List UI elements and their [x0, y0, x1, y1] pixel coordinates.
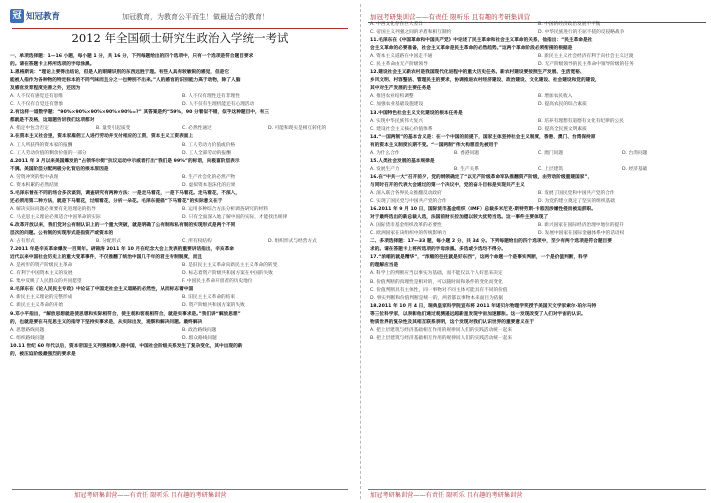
answer-option: B. 新民主主义社会经济有利于向社会主义过渡: [538, 54, 634, 60]
answer-option: A. 国际货币基金组织改革的必要性: [370, 223, 442, 229]
answer-option: C. 建设社会主义核心价值体系: [370, 126, 433, 132]
question-text-line: 4.2011 年 3 月以来美国爆发的“占领华尔街”抗议运动中示威者打出“我们是 99%”的标语，向极富阶层表示: [10, 158, 240, 164]
footer-right-tagline: 加冠考研集训营——有责任 限听乐 且有趣的考研集训营: [370, 492, 523, 499]
answer-options-row: [370, 118, 706, 126]
question-text-line: 13.中国特色社会主义文化建设的根本任务是: [370, 110, 463, 116]
question-text-line: 有的资本主义制度长期不变。“一国两制”伟大构想首先被用于: [370, 142, 499, 148]
answer-options-row: [370, 21, 706, 29]
question-text-line: 1.恩格斯说：“理论上要得出结论，但是人的眼睛识别的东西远胜于理。有些人具有较敏锐的感觉，但是它: [10, 70, 230, 76]
answer-option: D. 提高农民的综合素质: [538, 102, 587, 108]
question-text-line: 与同时召开的代表大会通过的第一个决议中，党的奋斗目标是实现共产主义: [370, 182, 525, 188]
answer-options-row: [10, 335, 354, 343]
question-text-line: 17.“浓缩的就是精华”，“浓缩的往往就是好东西”，这两个命题一个是事实判断，一个是价值判断，科学: [370, 255, 588, 261]
answer-option: D. 无产阶级领导的民主革命中领导阶级的任务: [538, 62, 634, 68]
answer-option: D. 为党的建立奠定了坚实的组织基础: [538, 199, 615, 205]
answer-option: B. 旧民主主义革命的结束: [182, 295, 236, 301]
answer-option: A. 劳资冲突的集中表现: [10, 174, 59, 180]
section-heading-line: 的。请在答题卡上将所选项的字母涂黑。: [10, 62, 95, 68]
question-text-line: 不满。美国阶层分配两极分化背后的根本原因是: [10, 166, 109, 172]
answer-options-row: [10, 101, 354, 109]
question-text-line: 对于最终选出的新总裁人选，法国前财长拉加德以较大优势当选。这一事件主要体现了: [370, 215, 549, 221]
option-text-line: D. 事实判断和价值判断是统一的，两者都以事物本来面目为依据: [370, 295, 504, 301]
answer-options-row: [370, 190, 706, 198]
answer-option: D. 台湾问题: [622, 150, 648, 156]
answer-option: C. 有利于中国资本主义的发展: [10, 271, 73, 277]
answer-option: B. 培养有理想有道德有文化有纪律的公民: [538, 118, 624, 124]
section-heading-line: 二、多项选择题：17—33 题，每小题 2 分，共 34 分。下列每题给出的四个选项中，至少有两个选项是符合题目要: [370, 239, 612, 245]
answer-option: C. 加强农业基础设施建设: [370, 102, 424, 108]
question-text-line: 2.有这样一道数学题：“90%×90%×90%×90%×90%=?” 其答案是约“59%，90 分看似不错，似乎这种题目中，有三: [10, 110, 270, 116]
right-question-list: [370, 21, 706, 343]
answer-option: D. 群众路线问题: [182, 335, 217, 341]
answer-options-row: [10, 142, 354, 150]
question-text-line: 16.2011 年 9 月 10 日，国际货币基金组织（IMF）总裁多米尼克·斯特劳斯·卡恩因涉嫌性侵而被迫辞职。: [370, 207, 596, 213]
answer-option: B. 香港问题: [454, 150, 479, 156]
question-text-line: 能被人指作为各种物的特定标本的不同气味而且分之一也辨别不出来。”人的感官的识别能力高于动物，除了人脑: [10, 78, 241, 84]
question-text-line: 会主义革命的必要准备，社会主义革命是民主革命的必然趋势。”这两个革命阶段必须衔接的根据是: [370, 46, 573, 52]
answer-options-row: [370, 198, 706, 206]
question-text-line: 18.2011 年 10 月 4 日，瑞典皇家科学院宣布将 2011 年诺贝尔物理学奖授予美国天文学家索尔·珀尔马特: [370, 303, 597, 309]
column-divider: [360, 4, 361, 499]
right-header-tagline: 加冠考研集训营——有责任 限听乐 且有趣的考研集训营: [370, 13, 531, 21]
answer-option: C. 所有权结构: [182, 239, 212, 245]
answer-option: E. 集中反映了人民群众的共同愿望: [10, 279, 82, 285]
answer-option: C. 工人劳动价值的剩余价值的一部分: [10, 150, 87, 156]
question-text-line: 其中对生产发展的主要任务是: [370, 86, 431, 92]
left-question-list: [10, 53, 354, 359]
question-text-line: 6.改革开放以来，我们党对公有制认识上的一个重大突破，就是明确了公有制和私有制的实现形式是两个不同: [10, 222, 236, 228]
question-text-line: 物质世界的复杂性及其相互联系表明，这个发现对我们认识世界的重要意义在于: [370, 319, 535, 325]
answer-options-row: [370, 166, 706, 174]
question-text-line: 9.邓小平指出，“解放思想就是使思想和实际相符合，使主观和客观相符合，就是实事求是。”我们讲“解放思想”: [10, 311, 241, 317]
answer-option: B. 生产社会化的必然产物: [182, 174, 236, 180]
answer-option: C. 实现了国民党与中国共产党的合作: [370, 199, 447, 205]
answer-options-row: [370, 53, 706, 61]
answer-options-row: [10, 214, 354, 222]
section-heading-line: 求的。请在答题卡上将所选项的字母涂黑。多选或少选均不得分。: [370, 247, 506, 253]
answer-option: A. 新民主主义理论的完整形成: [10, 295, 73, 301]
answer-option: B. 是旧民主主义革命向新民主主义革命的转变: [182, 263, 278, 269]
answer-options-row: [10, 182, 354, 190]
answer-option: C. 上层建筑: [538, 166, 564, 172]
answer-options-row: [370, 93, 706, 101]
answer-option: B. 生产关系: [454, 166, 479, 172]
question-text-line: 近代以来中国社会历史上的重大变革事件，不仅推翻了统治中国几千年的君主专制制度，而且: [10, 255, 203, 261]
answer-options-row: [10, 125, 354, 133]
answer-option: C. 澳门问题: [538, 150, 564, 156]
answer-option: D. 工人全部劳动的报酬: [182, 150, 231, 156]
question-text-line: 的，也就是要在马克思主义的指导下坚持实事求是，从实际出发，观察和解决问题。最终解决: [10, 319, 203, 325]
answer-option: D. 中华民族进行的不屈不挠的反侵略战争: [538, 30, 625, 36]
answer-options-row: [10, 262, 354, 270]
question-text-line: 12.建设社会主义新农村是我国现代化进程中的重大历史任务。新农村建设要按照生产发展、生活宽裕、: [370, 70, 585, 76]
answer-option: C. 组织路线问题: [10, 335, 45, 341]
answer-option: B. 政治路线问题: [182, 327, 217, 333]
logo-mark-icon: 冠: [10, 9, 24, 23]
answer-option: A. 工人所获得的资本家的报酬: [10, 142, 73, 148]
answer-options-row: [10, 294, 354, 302]
answer-options-row: [10, 206, 354, 214]
option-text-line: A. 科学上的判断应当以事实为基础，而不能仅以个人好恶来决定: [370, 271, 503, 277]
answer-option: A. 中西文化存在巨大差异: [370, 22, 423, 27]
answer-option: B. 发展了国民党和中国共产党的合作: [538, 190, 615, 196]
answer-option: D. 标志着资产阶级共和国方案在中国的失败: [182, 271, 273, 277]
answer-option: C. 民主革命由无产阶级领导: [370, 62, 428, 68]
answer-options-row: [370, 126, 706, 134]
question-text-line: 5.毛泽东曾在不同的场合多次谈到，调查研究有两种方法：一是走马看花，一是下马看花。走马看花，不深入，: [10, 190, 241, 196]
answer-option: A. 是初步的资产阶级民主革命: [10, 263, 73, 269]
left-column: [4, 0, 356, 503]
answer-option: D. 人不仅有生理机能还有心理活动: [182, 102, 255, 108]
answer-options-row: [10, 302, 354, 310]
answer-options-row: [370, 230, 706, 238]
answer-options-row: [370, 29, 706, 37]
page-header: [4, 6, 356, 28]
answer-option: B. 分配形式: [96, 239, 121, 245]
answer-options-row: [10, 174, 354, 182]
answer-options-row: [370, 150, 706, 158]
answer-options-row: [10, 93, 354, 101]
answer-option: D. 可能和现实是相互转化的: [268, 126, 327, 132]
answer-option: A. 资本主义道路在中国走不通: [370, 54, 433, 60]
answer-options-row: [10, 270, 354, 278]
answer-option: C. 马克思主义理论必须适合中国革命的实际: [10, 214, 101, 220]
question-text-line: 及感官发育程度完善之外，还因为: [10, 86, 81, 92]
answer-option: C. 帝国主义列强之间的矛盾和相互制约: [370, 30, 452, 36]
answer-option: A. 深入联合各界民众推翻反动政府: [370, 190, 442, 196]
option-text-line: C. 价值判断具有主体性，同一事物对不同主体可能具有不同的价值: [370, 287, 508, 293]
answer-option: B. 运用多种综合方法分析调查研究的材料: [182, 206, 268, 212]
question-text-line: 15.人类社会发展的基本规律是: [370, 158, 435, 164]
question-text-line: 层次的问题。公有制的实现形式是指资产或资本的: [10, 231, 114, 237]
answer-options-row: [370, 101, 706, 109]
answer-option: D. 只有全面深入地了解中国的实际，才能找出规律: [182, 214, 288, 220]
answer-options-row: [10, 327, 354, 335]
footer-left-tagline: 加冠考研集训营——有责任 限听乐 且有趣的考研集训营: [74, 492, 227, 499]
answer-option: C. 新民主主义革命的开始: [10, 303, 64, 309]
answer-options-row: [10, 150, 354, 158]
answer-option: D. 提高全民族文明素质: [538, 126, 587, 132]
answer-option: D. 发展中国家在国际金融体系中的话语权: [538, 231, 625, 237]
answer-options-row: [370, 222, 706, 230]
answer-option: D. 组织形式与经营方式: [268, 239, 317, 245]
answer-option: D. 资产阶级共和国方案的失败: [182, 303, 245, 309]
question-text-line: 的理解应当是: [370, 263, 399, 269]
answer-option: D. 虚拟资本泡沫化的后果: [182, 182, 236, 188]
answer-option: A. 思想路线问题: [10, 327, 45, 333]
question-text-line: 等三位科学家，以表彰他们通过观测遥远超新星发现宇宙加速膨胀。这一发现改变了人们对宇宙的认识。: [370, 311, 586, 317]
question-text-line: 3.在资本主义社会里，资本家雇佣工人进行劳动并支付相应的工资，资本主义工资表面上: [10, 134, 194, 140]
question-text-line: 的，被压迫阶级最强烈的要求是: [10, 351, 76, 357]
header-divider: [12, 28, 348, 29]
answer-options-row: [10, 238, 354, 246]
answer-option: A. 占有形式: [10, 239, 35, 245]
answer-option: C. 人不仅有自觉还有想象: [10, 102, 64, 108]
option-text-line: B. 价值判断的真理性是相对的，可以随时间和条件的变化而变化: [370, 279, 503, 285]
answer-option: F. 中国民主革命开创者的历史地位: [182, 279, 253, 285]
question-text-line: 14.“一国两制”的基本含义是：在一个中国的前提下，国家主体坚持社会主义制度，香港、澳门、台湾保持原: [370, 134, 596, 140]
question-text-line: 还必须用第二种方法，就是下马看花，过细看花，分析一朵花。毛泽东提倡“下马看花”的实际意义在于: [10, 198, 223, 204]
answer-option: A. 解决实际问题必须要有先进理论的指导: [10, 206, 96, 212]
answer-option: A. 人不仅有感觉还有思维: [10, 94, 63, 100]
question-text-line: 乡风文明、村容整洁、管理民主的要求，协调推进农村经济建设、政治建设、文化建设、社会建设和党的建设，: [370, 78, 600, 84]
answer-option: B. 中国的经济政治发展不平衡: [538, 22, 601, 27]
answer-option: A. 为什么合作: [370, 150, 400, 156]
exam-title: 2012 年全国硕士研究生政治入学统一考试: [71, 31, 289, 45]
section-heading-line: 一、单项选择题：1—16 小题，每小题 1 分，共 16 分，下列每题给出的四个选项中，只有一个选项是符合题目要求: [10, 54, 254, 59]
question-text-line: 都就是不及格，这道题告诉我们这项都对: [10, 118, 95, 124]
answer-option: B. 工人劳动力价值或价格: [182, 142, 236, 148]
header-slogan: 加冠教育，为教育公平而生！做最适合的教育！: [122, 13, 269, 21]
answer-option: D. 经济基础: [622, 166, 648, 172]
answer-option: B. 新兴国家在国际经济治理中地位的提升: [538, 223, 624, 229]
question-text-line: 16.在“中共一大”召开前夕，党的纲领确定了“以无产阶级革命军队推翻资产阶级，由劳动阶级重建国家”，: [370, 174, 593, 180]
answer-option: C. 必然性通过: [182, 126, 212, 132]
answer-option: A. 发展生产力: [370, 166, 400, 172]
question-text-line: 8.毛泽东在《论人民民主专政》中论证了中国走社会主义道路的必然性，从而标志着中国: [10, 287, 194, 293]
answer-option: C. 欧洲国家在该组织中的传统影响力: [370, 231, 447, 237]
answer-option: C. 资本积累的必然结果: [10, 182, 59, 188]
logo-text: 知冠教育: [26, 12, 61, 22]
answer-option: A. 指定中包含否定: [10, 126, 49, 132]
answer-option: B. 增加农民收入: [538, 94, 573, 100]
option-text-line: A. 把上层建筑与经济基础相互作用的规律同人们的实践活动统一起来: [370, 327, 513, 333]
answer-option: B. 量变引起质变: [96, 126, 131, 132]
option-text-line: B. 把上层建筑与经济基础相互作用的规律同人们的实践活动统一起来: [370, 335, 513, 341]
question-text-line: 10.11 世纪 60 年代以后，资本帝国主义列强相继入侵中国，中国社会阶级关系发生了复杂变化，其中出现的新: [10, 343, 243, 349]
brand-logo: [10, 6, 62, 26]
answer-option: B. 人不仅有理性还有非理性: [182, 94, 240, 100]
right-column: [366, 0, 706, 503]
answer-options-row: [370, 61, 706, 69]
answer-option: A. 推进农业结构调整: [370, 94, 414, 100]
answer-options-row: [10, 278, 354, 286]
question-text-line: 11.毛泽东在《中国革命和中国共产党》中论述了民主革命和社会主义革命的关系，他指出：“民主革命是社: [370, 38, 593, 44]
question-text-line: 7.2011 年是辛亥革命爆发一百周年。胡锦涛 2011 年 10 月在纪念大会上发表的重要讲话指出，辛亥革命: [10, 247, 234, 253]
answer-option: A. 实现中华民族伟大复兴: [370, 118, 423, 124]
